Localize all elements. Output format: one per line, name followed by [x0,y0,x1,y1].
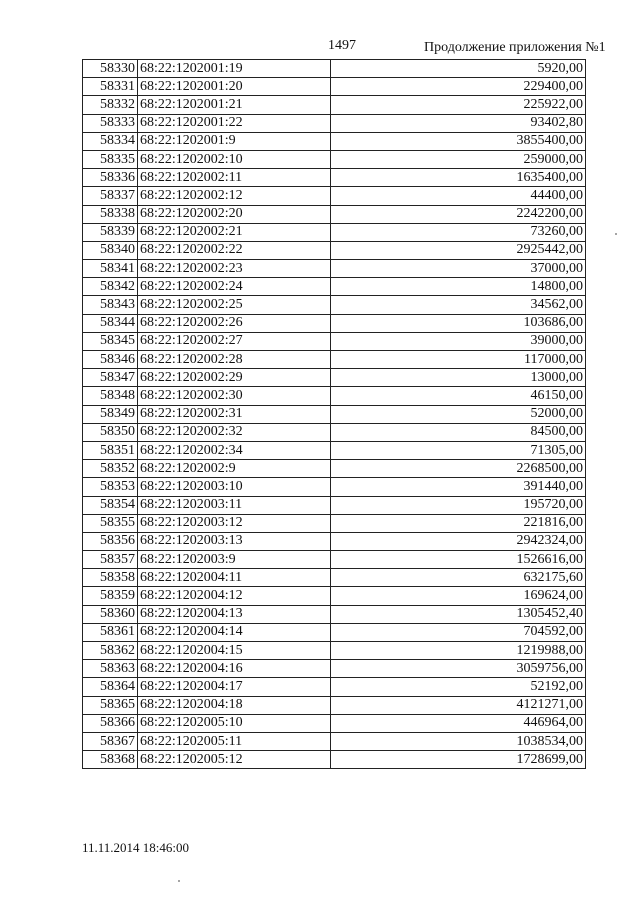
cadastral-number-cell: 68:22:1202002:26 [138,314,331,332]
cadastral-number-cell: 68:22:1202003:9 [138,551,331,569]
table-row [83,387,586,405]
cadastral-value-cell: 34562,00 [331,296,586,314]
cadastral-number-cell: 68:22:1202005:11 [138,732,331,750]
row-number-cell: 58346 [83,351,138,369]
cadastral-value-cell: 229400,00 [331,78,586,96]
cadastral-number-cell: 68:22:1202003:10 [138,478,331,496]
row-number-cell: 58366 [83,714,138,732]
table-row [83,660,586,678]
cadastral-number-cell: 68:22:1202002:22 [138,241,331,259]
table-row [83,241,586,259]
cadastral-number-cell: 68:22:1202002:12 [138,187,331,205]
table-row [83,369,586,387]
row-number-cell: 58350 [83,423,138,441]
table-row [83,714,586,732]
cadastral-value-cell: 5920,00 [331,60,586,78]
cadastral-value-cell: 93402,80 [331,114,586,132]
cadastral-value-cell: 704592,00 [331,623,586,641]
cadastral-number-cell: 68:22:1202004:17 [138,678,331,696]
row-number-cell: 58360 [83,605,138,623]
table-row [83,532,586,550]
cadastral-number-cell: 68:22:1202004:15 [138,642,331,660]
cadastral-value-cell: 14800,00 [331,278,586,296]
table-row [83,441,586,459]
cadastral-value-cell: 44400,00 [331,187,586,205]
row-number-cell: 58333 [83,114,138,132]
row-number-cell: 58344 [83,314,138,332]
cadastral-number-cell: 68:22:1202002:31 [138,405,331,423]
cadastral-value-cell: 195720,00 [331,496,586,514]
cadastral-value-cell: 259000,00 [331,150,586,168]
cadastral-number-cell: 68:22:1202005:10 [138,714,331,732]
row-number-cell: 58355 [83,514,138,532]
cadastral-number-cell: 68:22:1202002:34 [138,441,331,459]
table-row [83,78,586,96]
cadastral-number-cell: 68:22:1202002:29 [138,369,331,387]
row-number-cell: 58338 [83,205,138,223]
cadastral-number-cell: 68:22:1202002:10 [138,150,331,168]
table-row [83,496,586,514]
cadastral-number-cell: 68:22:1202003:13 [138,532,331,550]
row-number-cell: 58337 [83,187,138,205]
row-number-cell: 58345 [83,332,138,350]
cadastral-number-cell: 68:22:1202002:27 [138,332,331,350]
cadastral-value-cell: 84500,00 [331,423,586,441]
row-number-cell: 58352 [83,460,138,478]
row-number-cell: 58348 [83,387,138,405]
row-number-cell: 58341 [83,260,138,278]
cadastral-number-cell: 68:22:1202002:21 [138,223,331,241]
row-number-cell: 58361 [83,623,138,641]
cadastral-number-cell: 68:22:1202002:30 [138,387,331,405]
cadastral-value-cell: 221816,00 [331,514,586,532]
table-row [83,587,586,605]
appendix-continuation-note: Продолжение приложения №1 [424,40,606,55]
cadastral-value-cell: 1635400,00 [331,169,586,187]
table-row [83,478,586,496]
cadastral-value-cell: 2242200,00 [331,205,586,223]
row-number-cell: 58367 [83,732,138,750]
cadastral-value-cell: 52000,00 [331,405,586,423]
table-row [83,150,586,168]
cadastral-value-cell: 13000,00 [331,369,586,387]
cadastral-value-cell: 446964,00 [331,714,586,732]
row-number-cell: 58347 [83,369,138,387]
row-number-cell: 58339 [83,223,138,241]
row-number-cell: 58354 [83,496,138,514]
cadastral-value-cell: 1038534,00 [331,732,586,750]
row-number-cell: 58359 [83,587,138,605]
cadastral-value-cell: 169624,00 [331,587,586,605]
cadastral-number-cell: 68:22:1202004:13 [138,605,331,623]
cadastral-value-cell: 632175,60 [331,569,586,587]
cadastral-number-cell: 68:22:1202002:11 [138,169,331,187]
row-number-cell: 58357 [83,551,138,569]
table-row [83,460,586,478]
cadastral-number-cell: 68:22:1202004:14 [138,623,331,641]
cadastral-number-cell: 68:22:1202002:24 [138,278,331,296]
cadastral-value-cell: 1526616,00 [331,551,586,569]
table-row [83,423,586,441]
scan-speck [178,880,180,882]
cadastral-value-cell: 37000,00 [331,260,586,278]
row-number-cell: 58351 [83,441,138,459]
table-row [83,623,586,641]
cadastral-number-cell: 68:22:1202001:20 [138,78,331,96]
cadastral-number-cell: 68:22:1202002:32 [138,423,331,441]
cadastral-value-cell: 3059756,00 [331,660,586,678]
row-number-cell: 58364 [83,678,138,696]
cadastral-value-cell: 3855400,00 [331,132,586,150]
cadastral-value-cell: 73260,00 [331,223,586,241]
cadastral-number-cell: 68:22:1202004:11 [138,569,331,587]
table-row [83,132,586,150]
row-number-cell: 58365 [83,696,138,714]
table-row [83,60,586,78]
table-row [83,514,586,532]
row-number-cell: 58336 [83,169,138,187]
table-row [83,278,586,296]
cadastral-number-cell: 68:22:1202005:12 [138,751,331,769]
table-row [83,314,586,332]
table-row [83,96,586,114]
cadastral-value-cell: 4121271,00 [331,696,586,714]
cadastral-value-cell: 2268500,00 [331,460,586,478]
table-row [83,169,586,187]
print-timestamp: 11.11.2014 18:46:00 [82,840,190,855]
table-row [83,260,586,278]
row-number-cell: 58358 [83,569,138,587]
cadastral-value-cell: 391440,00 [331,478,586,496]
page-number: 1497 [328,38,356,53]
cadastral-number-cell: 68:22:1202001:22 [138,114,331,132]
table-row [83,551,586,569]
cadastral-value-table [82,59,586,769]
cadastral-number-cell: 68:22:1202002:25 [138,296,331,314]
table-row [83,332,586,350]
row-number-cell: 58356 [83,532,138,550]
row-number-cell: 58331 [83,78,138,96]
table-row [83,678,586,696]
cadastral-number-cell: 68:22:1202001:9 [138,132,331,150]
table-row [83,605,586,623]
table-row [83,642,586,660]
table-row [83,732,586,750]
row-number-cell: 58349 [83,405,138,423]
table-row [83,351,586,369]
table-row [83,187,586,205]
table-row [83,205,586,223]
cadastral-value-cell: 46150,00 [331,387,586,405]
cadastral-value-cell: 52192,00 [331,678,586,696]
cadastral-number-cell: 68:22:1202004:16 [138,660,331,678]
cadastral-number-cell: 68:22:1202003:12 [138,514,331,532]
cadastral-value-cell: 117000,00 [331,351,586,369]
row-number-cell: 58330 [83,60,138,78]
table-row [83,751,586,769]
cadastral-value-cell: 1728699,00 [331,751,586,769]
row-number-cell: 58332 [83,96,138,114]
cadastral-value-cell: 225922,00 [331,96,586,114]
cadastral-number-cell: 68:22:1202002:23 [138,260,331,278]
cadastral-value-cell: 2925442,00 [331,241,586,259]
cadastral-value-cell: 103686,00 [331,314,586,332]
row-number-cell: 58340 [83,241,138,259]
table-row [83,114,586,132]
cadastral-number-cell: 68:22:1202002:28 [138,351,331,369]
cadastral-value-cell: 1219988,00 [331,642,586,660]
table-body [83,60,586,769]
cadastral-number-cell: 68:22:1202001:19 [138,60,331,78]
row-number-cell: 58353 [83,478,138,496]
cadastral-number-cell: 68:22:1202002:20 [138,205,331,223]
cadastral-number-cell: 68:22:1202002:9 [138,460,331,478]
row-number-cell: 58342 [83,278,138,296]
cadastral-value-cell: 2942324,00 [331,532,586,550]
table-row [83,405,586,423]
table-row [83,696,586,714]
cadastral-number-cell: 68:22:1202001:21 [138,96,331,114]
row-number-cell: 58334 [83,132,138,150]
cadastral-number-cell: 68:22:1202003:11 [138,496,331,514]
cadastral-number-cell: 68:22:1202004:18 [138,696,331,714]
row-number-cell: 58363 [83,660,138,678]
cadastral-value-cell: 1305452,40 [331,605,586,623]
cadastral-number-cell: 68:22:1202004:12 [138,587,331,605]
table-row [83,223,586,241]
row-number-cell: 58368 [83,751,138,769]
scan-speck [615,233,617,235]
table-row [83,296,586,314]
cadastral-value-cell: 71305,00 [331,441,586,459]
row-number-cell: 58335 [83,150,138,168]
row-number-cell: 58362 [83,642,138,660]
row-number-cell: 58343 [83,296,138,314]
table-row [83,569,586,587]
cadastral-value-cell: 39000,00 [331,332,586,350]
